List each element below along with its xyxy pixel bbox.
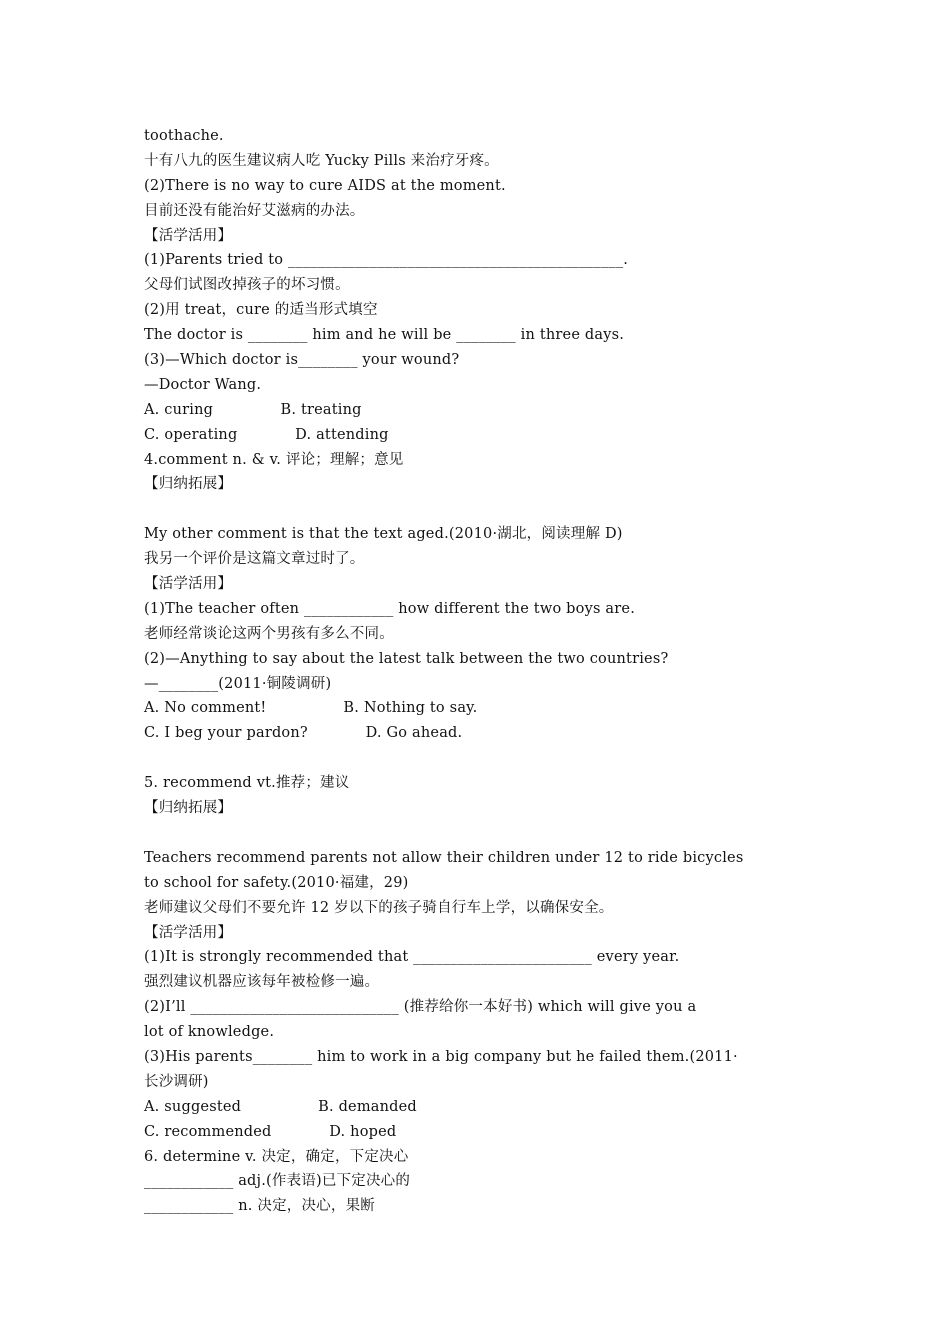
entry-heading: 5. recommend vt.推荐；建议 <box>144 775 350 792</box>
option-line: A. suggested B. demanded <box>144 1098 417 1115</box>
option-line: A. No comment! B. Nothing to say. <box>144 700 478 717</box>
text-line: My other comment is that the text aged.(2010·湖北，阅读理解 D) <box>144 526 623 543</box>
text-line: 父母们试图改掉孩子的坏习惯。 <box>144 277 350 294</box>
blank-line <box>144 746 814 771</box>
option-line: A. curing B. treating <box>144 401 362 418</box>
option-line: C. operating D. attending <box>144 426 389 443</box>
option-line: C. I beg your pardon? D. Go ahead. <box>144 725 463 742</box>
text-line: The doctor is ________ him and he will be ________ in three days. <box>144 327 625 344</box>
blank-line <box>144 821 814 846</box>
text-line: (2)I’ll ____________________________ (推荐给你一本好书) which will give you a <box>144 999 697 1016</box>
section-heading: 【活学活用】 <box>144 576 233 593</box>
text-line: to school for safety.(2010·福建，29) <box>144 874 409 891</box>
text-line: (2)—Anything to say about the latest talk between the two countries? <box>144 650 669 667</box>
entry-heading: 4.comment n. & v. 评论；理解；意见 <box>144 451 404 468</box>
text-line: ____________ adj.(作表语)已下定决心的 <box>144 1173 411 1190</box>
document-body <box>144 124 814 1219</box>
entry-heading: 6. determine v. 决定，确定，下定决心 <box>144 1148 409 1165</box>
section-heading: 【活学活用】 <box>144 924 233 941</box>
section-heading: 【活学活用】 <box>144 227 233 244</box>
text-line: 老师建议父母们不要允许 12 岁以下的孩子骑自行车上学，以确保安全。 <box>144 899 614 916</box>
text-line: (1)Parents tried to _____________________________________________. <box>144 252 629 269</box>
text-line: (2)There is no way to cure AIDS at the moment. <box>144 177 506 194</box>
text-line: (1)The teacher often ____________ how different the two boys are. <box>144 600 635 617</box>
text-line: 老师经常谈论这两个男孩有多么不同。 <box>144 625 394 642</box>
text-line: (2)用 treat，cure 的适当形式填空 <box>144 302 378 319</box>
text-line: (3)—Which doctor is________ your wound? <box>144 352 460 369</box>
text-line: ____________ n. 决定，决心，果断 <box>144 1198 375 1215</box>
text-line: 我另一个评价是这篇文章过时了。 <box>144 551 365 568</box>
text-line: toothache. <box>144 128 224 144</box>
section-heading: 【归纳拓展】 <box>144 800 233 817</box>
text-line: (3)His parents________ him to work in a big company but he failed them.(2011· <box>144 1048 738 1065</box>
text-line: 十有八九的医生建议病人吃 Yucky Pills 来治疗牙疼。 <box>144 152 499 169</box>
section-heading: 【归纳拓展】 <box>144 476 233 493</box>
text-line: lot of knowledge. <box>144 1024 275 1041</box>
text-line: —________(2011·铜陵调研) <box>144 675 332 692</box>
text-line: 强烈建议机器应该每年被检修一遍。 <box>144 974 380 991</box>
text-line: 长沙调研) <box>144 1073 209 1090</box>
text-line: 目前还没有能治好艾滋病的办法。 <box>144 202 365 219</box>
blank-line <box>144 497 814 522</box>
option-line: C. recommended D. hoped <box>144 1123 397 1140</box>
text-line: —Doctor Wang. <box>144 376 262 393</box>
text-line: (1)It is strongly recommended that ________________________ every year. <box>144 949 680 966</box>
text-line: Teachers recommend parents not allow their children under 12 to ride bicycles <box>144 849 744 866</box>
